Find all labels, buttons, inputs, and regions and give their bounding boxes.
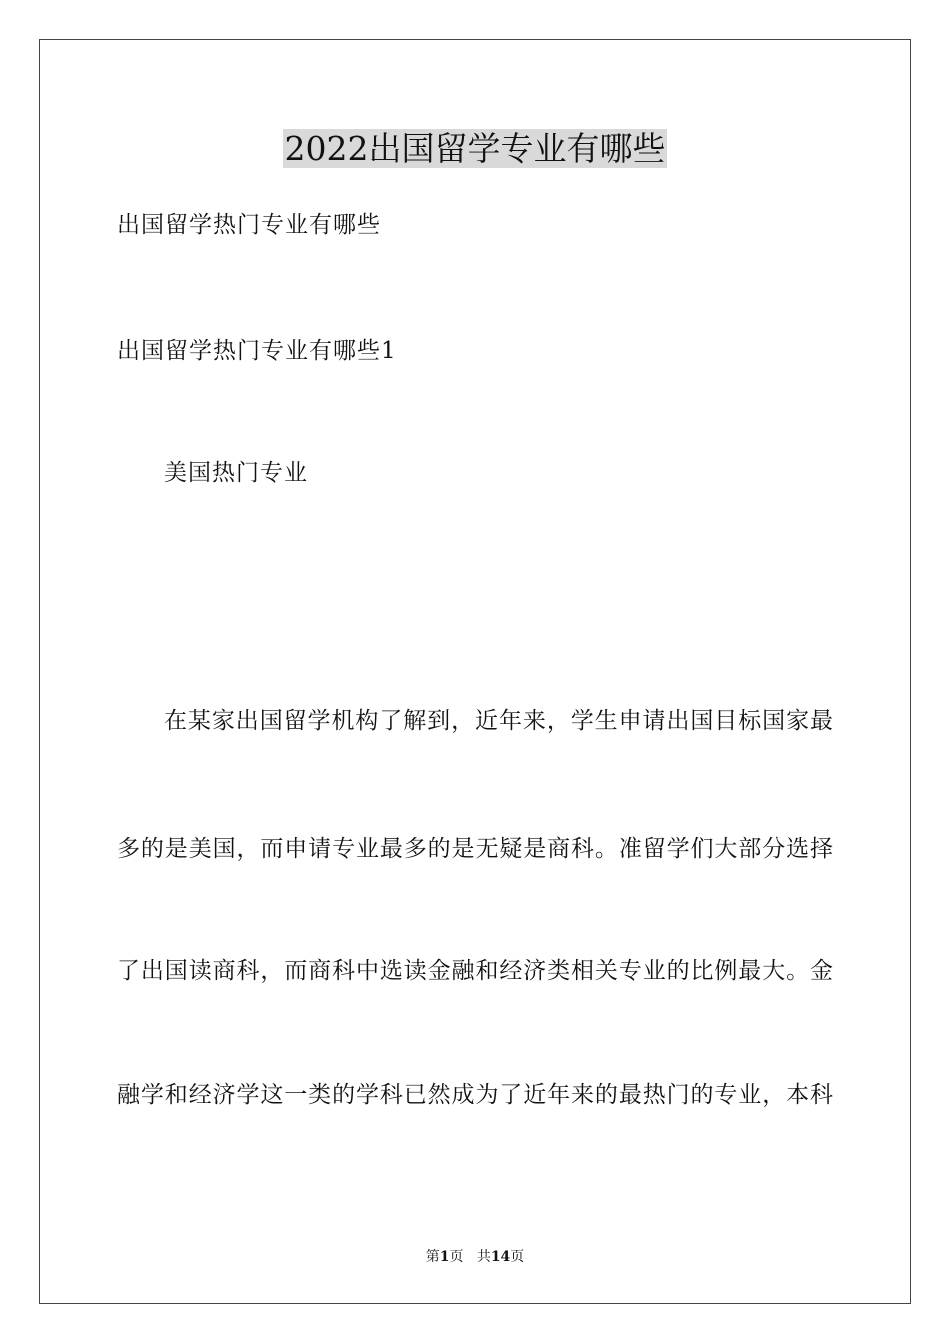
footer-total-pages: 14: [490, 1249, 511, 1265]
footer-total-suffix: 页: [510, 1249, 525, 1265]
page-footer: [0, 1248, 950, 1266]
section-heading: 出国留学热门专业有哪些1: [117, 338, 397, 364]
document-title: [0, 128, 950, 170]
footer-page-prefix: 第: [425, 1249, 440, 1265]
paragraph-line: 多的是美国，而申请专业最多的是无疑是商科。准留学们大部分选择: [117, 836, 833, 862]
subsection-heading: 美国热门专业: [164, 460, 308, 486]
paragraph-line: 在某家出国留学机构了解到，近年来，学生申请出国目标国家最: [164, 708, 833, 734]
footer-total-prefix: 共: [476, 1249, 491, 1265]
paragraph-line: 融学和经济学这一类的学科已然成为了近年来的最热门的专业，本科: [117, 1082, 833, 1108]
document-title-text: 2022出国留学专业有哪些: [284, 129, 666, 168]
paragraph-line: 了出国读商科，而商科中选读金融和经济类相关专业的比例最大。金: [117, 958, 833, 984]
document-subtitle: 出国留学热门专业有哪些: [117, 212, 381, 238]
footer-page-number: 1: [439, 1249, 450, 1265]
footer-page-suffix: 页: [449, 1249, 464, 1265]
